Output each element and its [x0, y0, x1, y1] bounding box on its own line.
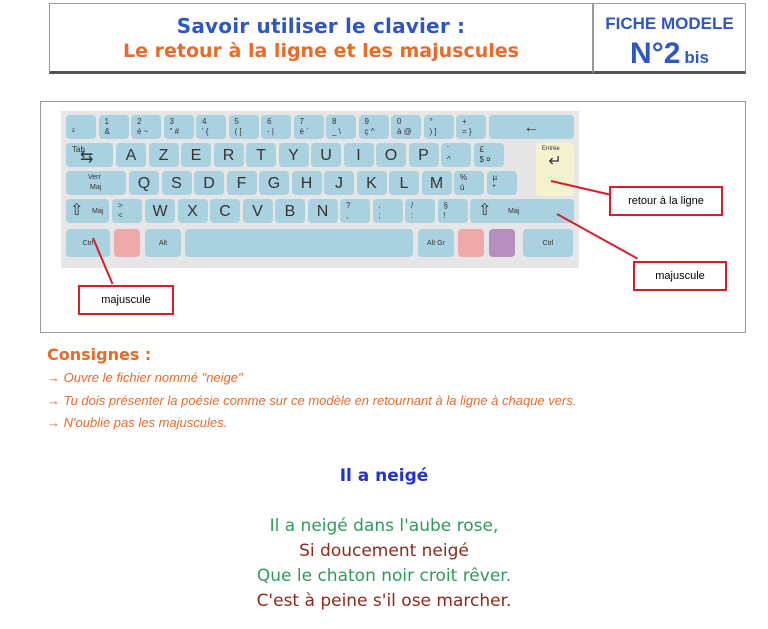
- key-letter-label: E: [190, 147, 202, 164]
- altgr-label: Alt Gr: [427, 240, 445, 247]
- key-top-label: %: [460, 173, 468, 182]
- key-letter-J: [324, 171, 354, 195]
- key-letter-W: [145, 199, 175, 223]
- key-row1-0: [66, 115, 96, 139]
- key-letter-F: [227, 171, 257, 195]
- key-bottom-label: ' {: [202, 127, 209, 136]
- key-altgr: [418, 229, 454, 257]
- key-letter-I: [344, 143, 374, 167]
- key-top-label: +: [462, 117, 467, 126]
- key-top-label: 0: [397, 117, 402, 126]
- key-letter-B: [275, 199, 305, 223]
- key-bottom-label: à @: [397, 127, 412, 136]
- key-letter-V: [243, 199, 273, 223]
- key-letter-label: W: [152, 203, 168, 220]
- key-letter-label: B: [284, 203, 296, 220]
- header-badge-box: [593, 3, 746, 74]
- key-bottom-label: *: [492, 183, 496, 192]
- key-ctrl-right: [523, 229, 573, 257]
- key-shift-right: [470, 199, 574, 223]
- key-bottom-label: ù: [460, 183, 465, 192]
- key-top-label: 6: [267, 117, 272, 126]
- key-row3-extra-0: [454, 171, 484, 195]
- shift-label: Maj: [508, 208, 520, 215]
- key-letter-label: Q: [137, 175, 151, 192]
- key-bottom-label: $ ¤: [479, 155, 491, 164]
- key-letter-label: S: [171, 175, 182, 192]
- key-letter-label: Y: [288, 147, 299, 164]
- poem-title: Il a neigé: [339, 466, 429, 486]
- key-windows-right: [458, 229, 484, 257]
- key-ctrl-left: [66, 229, 110, 257]
- key-row2-extra-1: [474, 143, 504, 167]
- key-letter-H: [292, 171, 322, 195]
- key-letter-X: [178, 199, 208, 223]
- key-letter-label: P: [418, 147, 429, 164]
- key-letter-O: [376, 143, 406, 167]
- backspace-arrow-icon: ←: [523, 119, 540, 136]
- key-bottom-label: " #: [169, 127, 180, 136]
- key-windows-left: [114, 229, 140, 257]
- key-letter-L: [389, 171, 419, 195]
- title-line-2: Le retour à la ligne et les majuscules: [123, 40, 519, 62]
- key-letter-U: [311, 143, 341, 167]
- badge-suffix: bis: [684, 48, 709, 67]
- poem-line-2: Si doucement neigé: [299, 541, 469, 561]
- key-letter-label: R: [222, 147, 235, 164]
- key-top-label: 4: [202, 117, 207, 126]
- key-row1-5: [229, 115, 259, 139]
- key-enter: [536, 143, 574, 196]
- key-bottom-label: ,: [346, 211, 349, 220]
- key-top-label: >: [118, 201, 123, 210]
- key-top-label: °: [429, 117, 433, 126]
- key-row1-10: [391, 115, 421, 139]
- key-alt: [145, 229, 181, 257]
- key-letter-Y: [279, 143, 309, 167]
- key-top-label: 8: [332, 117, 337, 126]
- enter-arrow-icon: ↵: [548, 153, 562, 170]
- key-letter-Q: [129, 171, 159, 195]
- consigne-1: → Ouvre le fichier nommé "neige": [47, 370, 243, 385]
- key-letter-label: Z: [158, 147, 169, 164]
- key-letter-D: [194, 171, 224, 195]
- tab-label: Tab: [72, 145, 85, 154]
- shift-arrow-icon: ⇧: [478, 202, 492, 219]
- key-row1-7: [294, 115, 324, 139]
- key-menu: [489, 229, 515, 257]
- consigne-2: → Tu dois présenter la poésie comme sur ce modèle en retournant à la ligne à chaque vers.: [47, 393, 577, 408]
- header-title-box: [49, 3, 593, 74]
- tab-arrows-icon: ⇆: [80, 149, 94, 166]
- key-letter-G: [259, 171, 289, 195]
- key-top-label: µ: [492, 173, 498, 182]
- key-letter-Z: [149, 143, 179, 167]
- key-bottom-label: !: [443, 211, 446, 220]
- key-bottom-label: &: [104, 127, 110, 136]
- key-letter-label: O: [384, 147, 398, 164]
- key-row1-2: [131, 115, 161, 139]
- key-bottom-label: è `: [299, 127, 309, 136]
- enter-label: Entrée: [542, 146, 560, 152]
- key-row1-1: [99, 115, 129, 139]
- title-line-1: Savoir utiliser le clavier :: [176, 14, 466, 38]
- key-letter-label: N: [316, 203, 329, 220]
- callout-shift-left: majuscule: [78, 285, 174, 315]
- key-row4-extra-3: [438, 199, 468, 223]
- key-top-label: 9: [364, 117, 369, 126]
- poem-line-1: Il a neigé dans l'aube rose,: [269, 516, 499, 536]
- key-row4-extra-2: [405, 199, 435, 223]
- key-bottom-label: <: [118, 211, 123, 220]
- key-bottom-label: - |: [267, 127, 274, 136]
- badge-label: FICHE MODELE: [605, 14, 734, 33]
- badge-number: N°2: [630, 37, 681, 70]
- consigne-3: → N'oublie pas les majuscules.: [47, 415, 228, 430]
- key-space: [185, 229, 413, 257]
- key-bottom-label: ç ^: [364, 127, 375, 136]
- key-bottom-label: ^: [447, 155, 451, 164]
- key-row1-9: [359, 115, 389, 139]
- key-row4-extra-1: [373, 199, 403, 223]
- key-top-label: §: [443, 201, 448, 210]
- key-bottom-label: é ~: [137, 127, 149, 136]
- key-letter-label: U: [320, 147, 332, 164]
- key-letter-E: [181, 143, 211, 167]
- key-bottom-label: ;: [378, 211, 381, 220]
- key-shift-left: [66, 199, 109, 223]
- shift-label: Maj: [92, 208, 104, 215]
- key-top-label: ¨: [447, 145, 450, 154]
- key-row1-11: [424, 115, 454, 139]
- key-letter-label: T: [256, 147, 266, 164]
- key-lt-gt: [112, 199, 142, 223]
- ctrl-label: Ctrl: [82, 240, 94, 247]
- key-top-label: 5: [234, 117, 239, 126]
- shift-arrow-icon: ⇧: [70, 202, 84, 219]
- key-letter-label: K: [366, 175, 377, 192]
- key-letter-R: [214, 143, 244, 167]
- key-bottom-label: :: [411, 211, 414, 220]
- key-backspace: [489, 115, 575, 139]
- callout-enter: retour à la ligne: [609, 186, 723, 216]
- key-row1-12: [456, 115, 486, 139]
- key-row1-6: [261, 115, 291, 139]
- key-letter-label: F: [236, 175, 247, 192]
- key-top-label: ?: [346, 201, 351, 210]
- key-top-label: 2: [137, 117, 142, 126]
- keyboard-illustration: [61, 111, 579, 268]
- key-letter-label: A: [125, 147, 137, 164]
- key-letter-label: H: [300, 175, 313, 192]
- key-letter-C: [210, 199, 240, 223]
- alt-label: Alt: [158, 240, 168, 247]
- poem-line-3: Que le chaton noir croit rêver.: [256, 566, 512, 586]
- poem-line-4: C'est à peine s'il ose marcher.: [256, 591, 512, 611]
- key-top-label: 3: [169, 117, 174, 126]
- key-row4-extra-0: [340, 199, 370, 223]
- key-bottom-label: ²: [72, 127, 75, 136]
- key-letter-S: [162, 171, 192, 195]
- key-letter-label: J: [335, 175, 343, 192]
- caps-label-bottom: Maj: [90, 184, 102, 191]
- ctrl-label: Ctrl: [542, 240, 554, 247]
- key-letter-K: [357, 171, 387, 195]
- key-letter-label: L: [399, 175, 409, 192]
- key-row1-4: [196, 115, 226, 139]
- key-letter-label: I: [356, 147, 361, 164]
- key-tab: [66, 143, 113, 167]
- key-row1-3: [164, 115, 194, 139]
- key-top-label: /: [411, 201, 414, 210]
- key-letter-label: D: [203, 175, 215, 192]
- key-row1-8: [326, 115, 356, 139]
- key-letter-A: [116, 143, 146, 167]
- key-top-label: 1: [104, 117, 109, 126]
- key-letter-label: V: [252, 203, 263, 220]
- key-letter-P: [409, 143, 439, 167]
- key-letter-M: [422, 171, 452, 195]
- badge-number-line: [594, 37, 745, 71]
- key-bottom-label: _ \: [332, 127, 341, 136]
- key-letter-label: M: [429, 175, 444, 192]
- key-bottom-label: ( [: [234, 127, 242, 136]
- key-bottom-label: ) ]: [429, 127, 437, 136]
- key-row3-extra-1: [487, 171, 517, 195]
- key-row2-extra-0: [441, 143, 471, 167]
- key-caps-lock: [66, 171, 126, 195]
- key-letter-N: [308, 199, 338, 223]
- key-letter-T: [246, 143, 276, 167]
- consignes-title: Consignes :: [47, 345, 152, 364]
- key-letter-label: G: [267, 175, 281, 192]
- key-bottom-label: = }: [462, 127, 472, 136]
- key-top-label: 7: [299, 117, 304, 126]
- key-top-label: .: [378, 201, 381, 210]
- key-letter-label: X: [187, 203, 198, 220]
- caps-label-top: Verr: [88, 174, 101, 181]
- callout-shift-right: majuscule: [633, 261, 727, 291]
- key-top-label: £: [479, 145, 484, 154]
- key-letter-label: C: [219, 203, 231, 220]
